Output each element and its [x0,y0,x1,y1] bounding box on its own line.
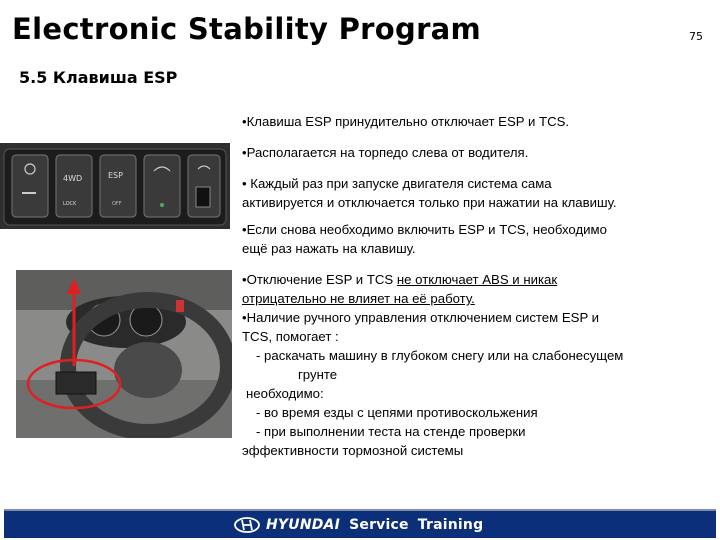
abs-note-underlined-1: не отключает ABS и никак [396,272,558,287]
footer-bar [4,509,716,538]
footer-logo [234,517,483,533]
bullet-manual-control-line4: грунте [298,367,338,382]
bullet-needed-label: необходимо: [246,386,324,401]
bullet-manual-control-line1: •Наличие ручного управления отключением систем ESP и [242,310,600,325]
hyundai-logo-icon [234,517,260,533]
bullet-reenable-line1: •Если снова необходимо включить ESP и TCS, необходимо [242,222,607,237]
page-number: 75 [689,30,703,43]
footer-service: Service [349,517,409,533]
bullet-reenable-line2: ещё раз нажать на клавишу. [242,241,416,256]
cockpit-photo [16,270,232,438]
section-title: 5.5 Клавиша ESP [19,68,178,87]
slide-title: Electronic Stability Program [12,12,482,46]
switch-label-esp: ESP [108,171,123,180]
bullet-needed-test-line1: - при выполнении теста на стенде проверки [256,424,526,439]
footer-training: Training [417,517,484,533]
bullet-abs-note-line1 [242,270,712,289]
bullet-abs-note-line2: отрицательно не влияет на её работу. [242,291,475,306]
bullet-esp-disables: •Клавиша ESP принудительно отключает ESP и TCS. [242,114,570,129]
bullet-location: •Располагается на торпедо слева от водителя. [242,145,529,160]
abs-note-prefix: •Отключение ESP и TCS [242,272,397,287]
switch-label-4wd: 4WD [63,174,83,183]
switch-label-off: OFF [112,201,122,207]
footer-brand: HYUNDAI [266,517,341,533]
esp-switch-panel-photo [0,143,230,229]
bullet-needed-test-line2: эффективности тормозной системы [242,443,464,458]
bullet-manual-control-line3: - раскачать машину в глубоком снегу или на слабонесущем [256,348,624,363]
switch-label-lock: LOCK [63,201,77,207]
footer-brand-text [266,517,483,533]
bullet-auto-activate-line2: активируется и отключается только при нажатии на клавишу. [242,195,617,210]
bullet-manual-control-line2: TCS, помогает : [242,329,339,344]
bullet-needed-chains: - во время езды с цепями противоскольжения [256,405,538,420]
bullet-auto-activate-line1: • Каждый раз при запуске двигателя система сама [242,176,552,191]
cockpit-illustration [16,270,232,438]
switch-panel-illustration [0,143,230,229]
bullet-text-block [242,112,712,460]
